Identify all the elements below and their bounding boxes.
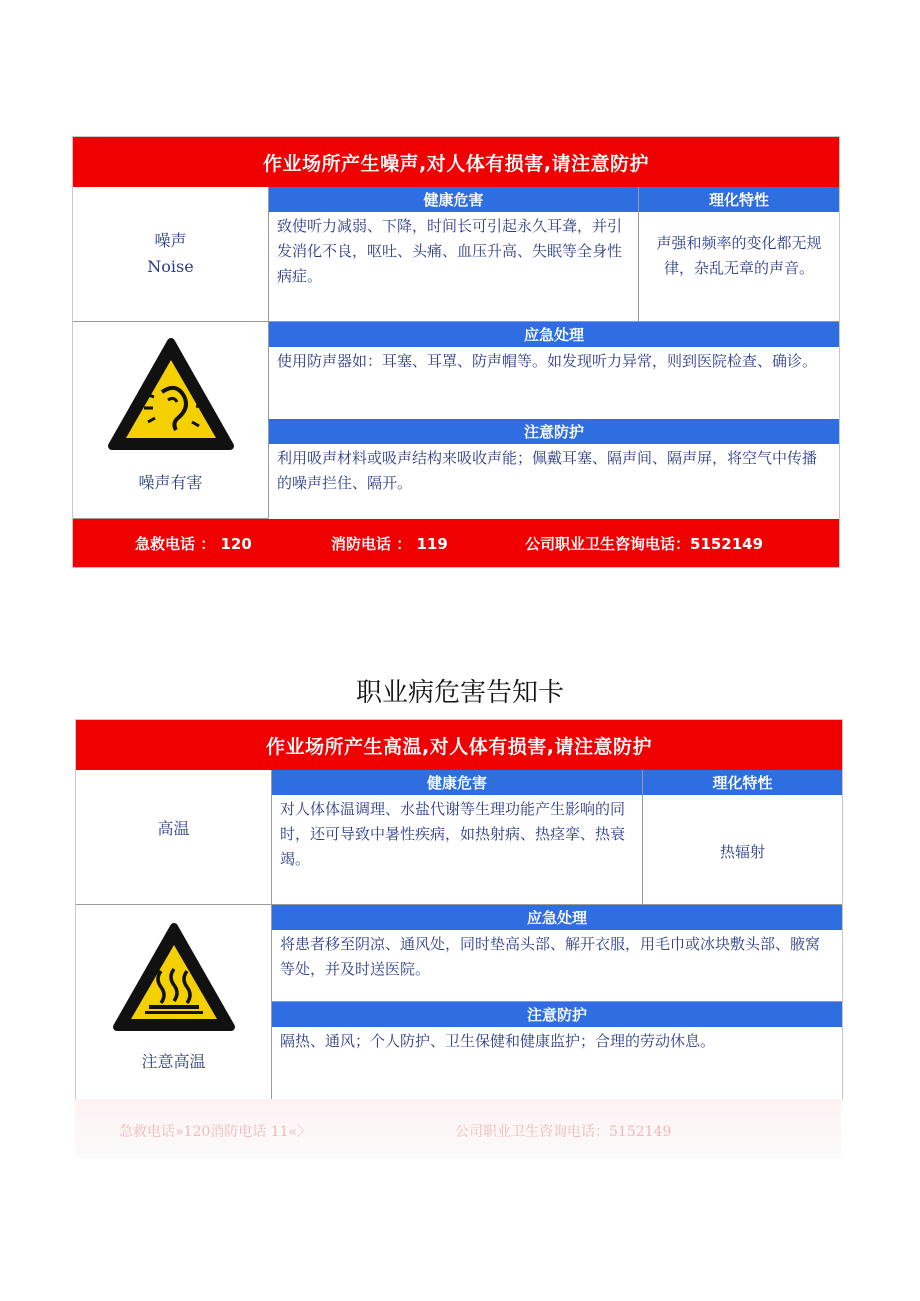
sign-label: 注意高温 bbox=[141, 1052, 206, 1071]
sign-label: 噪声有害 bbox=[138, 473, 203, 492]
properties-text: 声强和频率的变化都无规律，杂乱无章的声音。 bbox=[656, 234, 822, 277]
high-temperature-warning-icon bbox=[111, 921, 237, 1037]
emergency-header: 应急处理 bbox=[269, 322, 839, 347]
hazard-name-cell bbox=[73, 187, 269, 322]
faded-phones: 急救电话»120消防电话 11«〉 bbox=[119, 1124, 312, 1140]
hazard-name: 噪声 bbox=[154, 231, 187, 250]
emergency-text: 使用防声器如：耳塞、耳罩、防声帽等。如发现听力异常，则到医院检查、确诊。 bbox=[277, 352, 818, 370]
health-hazard-header: 健康危害 bbox=[272, 770, 642, 795]
properties-text: 热辐射 bbox=[719, 843, 765, 861]
noise-warning-icon bbox=[106, 336, 236, 456]
protection-text: 隔热、通风；个人防护、卫生保健和健康监护；合理的劳动休息。 bbox=[280, 1032, 716, 1050]
sign-cell bbox=[73, 322, 269, 519]
company-phone: 公司职业卫生咨询电话：5152149 bbox=[525, 535, 764, 553]
properties-header: 理化特性 bbox=[643, 770, 842, 795]
properties-header: 理化特性 bbox=[639, 187, 839, 212]
protection-header: 注意防护 bbox=[272, 1002, 842, 1027]
faded-contact-footer bbox=[75, 1099, 841, 1159]
health-hazard-text: 致使听力减弱、下降，时间长可引起永久耳聋，并引发消化不良，呕吐、头痛、血压升高、失眠等全身性病症。 bbox=[277, 217, 623, 285]
hazard-name: 高温 bbox=[157, 819, 190, 838]
hazard-name-en: Noise bbox=[147, 257, 194, 276]
emergency-text: 将患者移至阴凉、通风处，同时垫高头部、解开衣服，用毛巾或冰块敷头部、腋窝等处，并及时送医院。 bbox=[280, 935, 821, 978]
protection-header: 注意防护 bbox=[269, 419, 839, 444]
faded-company-phone: 公司职业卫生咨询电话：5152149 bbox=[455, 1124, 672, 1140]
fire-phone: 消防电话 ： 119 bbox=[331, 535, 448, 553]
contact-footer bbox=[73, 519, 839, 567]
card-title: 作业场所产生噪声,对人体有损害,请注意防护 bbox=[73, 137, 839, 187]
card-title: 作业场所产生高温,对人体有损害,请注意防护 bbox=[76, 720, 842, 770]
page-heading: 职业病危害告知卡 bbox=[355, 678, 564, 708]
emergency-header: 应急处理 bbox=[272, 905, 842, 930]
hazard-name-cell bbox=[76, 770, 272, 905]
heat-hazard-card bbox=[75, 719, 843, 1100]
health-hazard-text: 对人体体温调理、水盐代谢等生理功能产生影响的同时，还可导致中暑性疾病，如热射病、热痉挛、热衰竭。 bbox=[280, 800, 626, 868]
health-hazard-header: 健康危害 bbox=[269, 187, 638, 212]
noise-hazard-card bbox=[72, 136, 840, 568]
protection-text: 利用吸声材料或吸声结构来吸收声能；佩戴耳塞、隔声间、隔声屏，将空气中传播的噪声拦住、隔开。 bbox=[277, 449, 818, 492]
sign-cell bbox=[76, 905, 272, 1100]
first-aid-phone: 急救电话 ： 120 bbox=[135, 535, 252, 553]
